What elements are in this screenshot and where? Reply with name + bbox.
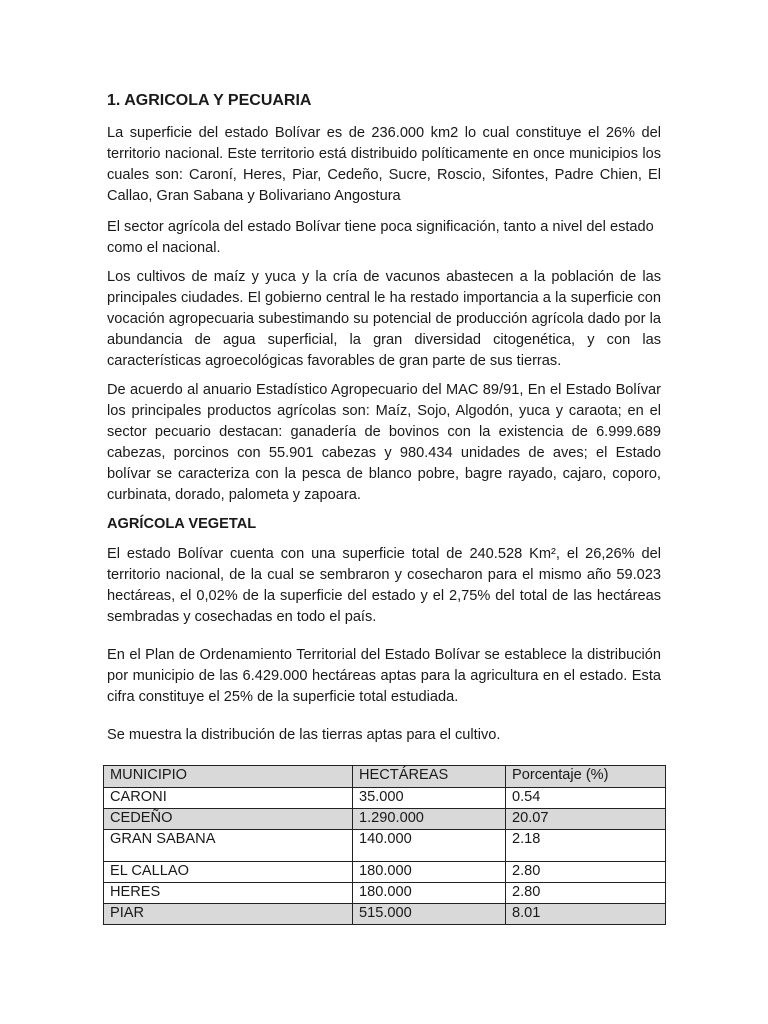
table-row <box>104 862 666 883</box>
cell-porcentaje: 0.54 <box>506 788 666 809</box>
cell-porcentaje: 2.80 <box>506 883 666 904</box>
cell-municipio: CEDEÑO <box>104 809 353 830</box>
cell-hectareas: 515.000 <box>353 904 506 925</box>
land-distribution-table <box>103 765 666 925</box>
cell-hectareas: 180.000 <box>353 883 506 904</box>
table-row <box>104 788 666 809</box>
cell-porcentaje: 2.18 <box>506 830 666 862</box>
cell-municipio: HERES <box>104 883 353 904</box>
section-heading: 1. AGRICOLA Y PECUARIA <box>107 92 312 109</box>
table-row <box>104 883 666 904</box>
cell-hectareas: 35.000 <box>353 788 506 809</box>
header-hectareas: HECTÁREAS <box>353 766 506 788</box>
paragraph-cultivos: Los cultivos de maíz y yuca y la cría de vacunos abastecen a la población de las principales ciudades. El gobierno central le ha restado importancia a la superficie con vocación agropecuaria subestimando su potencial de producción agrícola dado por la abundancia de agua superficial, la gran diversidad citogenética, y con las características agroecológicas favorables de gran parte de sus tierras. <box>107 269 661 369</box>
paragraph-superficie-total: El estado Bolívar cuenta con una superficie total de 240.528 Km², el 26,26% del territorio nacional, de la cual se sembraron y cosecharon para el mismo año 59.023 hectáreas, el 0,02% de la superficie del estado y el 2,75% del total de las hectáreas sembradas y cosechadas en todo el país. <box>107 546 661 625</box>
cell-municipio: EL CALLAO <box>104 862 353 883</box>
paragraph-superficie: La superficie del estado Bolívar es de 236.000 km2 lo cual constituye el 26% del territorio nacional. Este territorio está distribuido políticamente en once municipios los cuales son: Caroní, Heres, Piar, Cedeño, Sucre, Roscio, Sifontes, Padre Chien, El Callao, Gran Sabana y Bolivariano Angostura <box>107 125 661 204</box>
table-header-row <box>104 766 666 788</box>
paragraph-anuario: De acuerdo al anuario Estadístico Agropecuario del MAC 89/91, En el Estado Bolívar los principales productos agrícolas son: Maíz, Sojo, Algodón, yuca y caraota; en el sector pecuario destacan: ganadería de bovinos con la existencia de 6.999.689 cabezas, porcinos con 55.901 cabezas y 980.434 unidades de aves; el Estado bolívar se caracteriza con la pesca de blanco pobre, bagre rayado, cajaro, coporo, curbinata, dorado, palometa y zapoara. <box>107 382 661 503</box>
header-municipio: MUNICIPIO <box>104 766 353 788</box>
cell-porcentaje: 8.01 <box>506 904 666 925</box>
subheading-agricola-vegetal: AGRÍCOLA VEGETAL <box>107 516 257 532</box>
cell-hectareas: 180.000 <box>353 862 506 883</box>
table-row <box>104 904 666 925</box>
header-porcentaje: Porcentaje (%) <box>506 766 666 788</box>
paragraph-plan-ordenamiento: En el Plan de Ordenamiento Territorial del Estado Bolívar se establece la distribución por municipio de las 6.429.000 hectáreas aptas para la agricultura en el estado. Esta cifra constituye el 25% de la superficie total estudiada. <box>107 647 661 705</box>
paragraph-sector-agricola: El sector agrícola del estado Bolívar tiene poca significación, tanto a nivel del estado como el nacional. <box>107 219 654 256</box>
cell-municipio: GRAN SABANA <box>104 830 353 862</box>
table-row <box>104 830 666 862</box>
cell-porcentaje: 20.07 <box>506 809 666 830</box>
table-row <box>104 809 666 830</box>
paragraph-distribucion: Se muestra la distribución de las tierras aptas para el cultivo. <box>107 727 501 743</box>
cell-hectareas: 140.000 <box>353 830 506 862</box>
cell-porcentaje: 2.80 <box>506 862 666 883</box>
cell-municipio: CARONI <box>104 788 353 809</box>
cell-municipio: PIAR <box>104 904 353 925</box>
cell-hectareas: 1.290.000 <box>353 809 506 830</box>
